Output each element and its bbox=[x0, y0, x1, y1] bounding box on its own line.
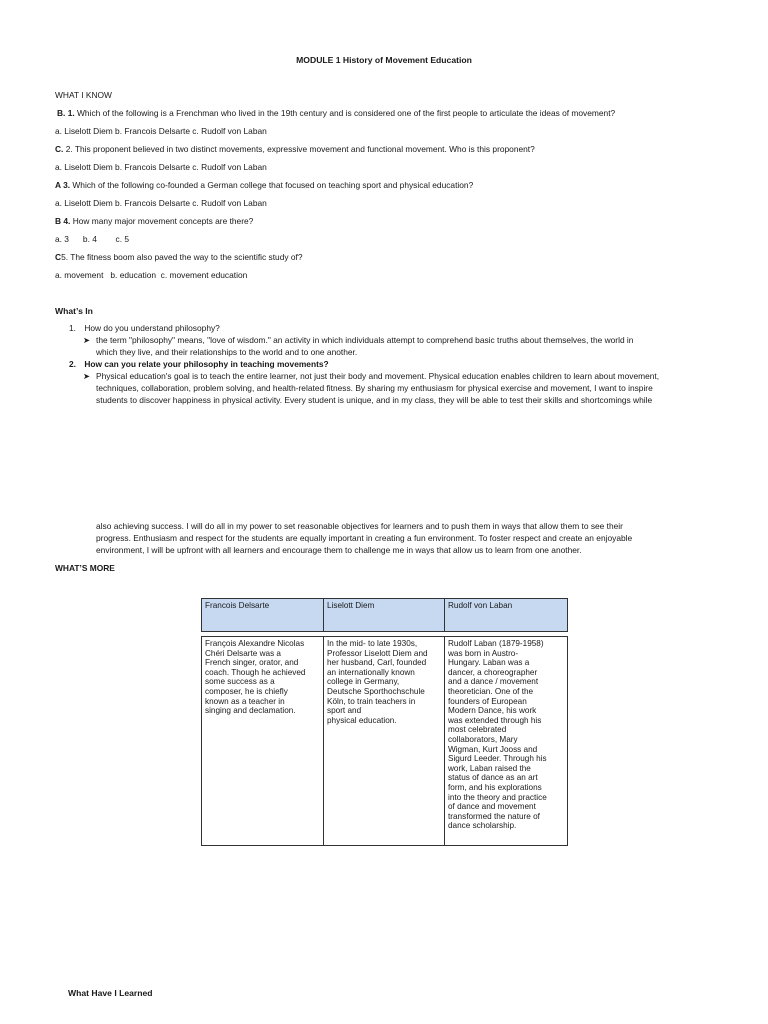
answer-2-line-3: students to discover happiness in physical activity. Every student is unique, and in my class, they will be able to test their skills and shortcomings while bbox=[96, 395, 653, 405]
answer-2-line-6: environment, I will be upfront with all learners and encourage them to challenge me in ways that allow us to learn from one another. bbox=[96, 545, 582, 555]
question-relate: How can you relate your philosophy in teaching movements? bbox=[84, 359, 329, 369]
question-3 bbox=[55, 180, 473, 190]
question-4-text: How many major movement concepts are there? bbox=[72, 216, 254, 226]
choices-1: a. Liselott Diem b. Francois Delsarte c. Rudolf von Laban bbox=[55, 126, 267, 136]
answer-2: C. bbox=[55, 144, 64, 154]
table-header-cell: Liselott Diem bbox=[324, 599, 445, 632]
answer-2-line-1: Physical education's goal is to teach the entire learner, not just their body and movement. Physical education enables children to learn about movement, bbox=[96, 371, 660, 381]
arrow-bullet-icon: ➤ bbox=[83, 335, 91, 345]
table-header-cell: Francois Delsarte bbox=[202, 599, 324, 632]
question-5-text: 5. The fitness boom also paved the way to the scientific study of? bbox=[61, 252, 303, 262]
table-cell-delsarte: François Alexandre Nicolas Chéri Delsarte was a French singer, orator, and coach. Though he achieved some success as a composer, he is chiefly known as a teacher in singing and declamation. bbox=[202, 637, 324, 846]
answer-1: B. 1. bbox=[57, 108, 75, 118]
section-heading-whats-more: WHAT’S MORE bbox=[55, 563, 115, 573]
table-header-cell: Rudolf von Laban bbox=[445, 599, 568, 632]
answer-5: C bbox=[55, 252, 62, 262]
answer-4: B 4. bbox=[55, 216, 71, 226]
answer-3: A 3. bbox=[55, 180, 71, 190]
section-heading-whats-in: What’s In bbox=[55, 306, 93, 316]
question-4 bbox=[55, 216, 253, 226]
section-heading-what-have-i-learned: What Have I Learned bbox=[68, 988, 153, 998]
answer-2-line-5: progress. Enthusiasm and respect for the students are equally important in creating a fun environment. To foster respect and create an enjoyable bbox=[96, 533, 633, 543]
question-philosophy: How do you understand philosophy? bbox=[84, 323, 220, 333]
list-item-2 bbox=[69, 359, 329, 369]
answer-2-line-2: techniques, collaboration, problem solving, and health-related fitness. By sharing my enthusiasm for physical exercise and movement, I want to inspire bbox=[96, 383, 653, 393]
choices-4: a. 3 b. 4 c. 5 bbox=[55, 234, 130, 244]
arrow-bullet-icon: ➤ bbox=[83, 371, 91, 381]
answer-1-line-1: the term "philosophy" means, "love of wisdom." an activity in which individuals attempt to comprehend basic truths about themselves, the world in bbox=[96, 335, 634, 345]
question-2 bbox=[55, 144, 535, 154]
section-heading-what-i-know: WHAT I KNOW bbox=[55, 90, 112, 100]
question-1 bbox=[57, 108, 615, 118]
choices-5: a. movement b. education c. movement education bbox=[55, 270, 248, 280]
answer-1-line-2: which they live, and their relationships to the world and to one another. bbox=[96, 347, 358, 357]
question-2-text: 2. This proponent believed in two distinct movements, expressive movement and functional movement. Who is this proponent? bbox=[65, 144, 535, 154]
choices-2: a. Liselott Diem b. Francois Delsarte c. Rudolf von Laban bbox=[55, 162, 267, 172]
list-number-2: 2. bbox=[69, 359, 76, 369]
question-1-text: Which of the following is a Frenchman who lived in the 19th century and is considered one of the first people to articulate the ideas of movement? bbox=[77, 108, 616, 118]
proponents-table bbox=[201, 598, 568, 846]
answer-2-line-4: also achieving success. I will do all in my power to set reasonable objectives for learners and to push them in ways that allow them to see their bbox=[96, 521, 623, 531]
question-5 bbox=[55, 252, 303, 262]
table-cell-diem: In the mid- to late 1930s, Professor Liselott Diem and her husband, Carl, founded an internationally known college in Germany, Deutsche Sporthochschule Köln, to train teachers in sport and physical education. bbox=[324, 637, 445, 846]
table-cell-laban: Rudolf Laban (1879-1958) was born in Austro- Hungary. Laban was a dancer, a choreographer and a dance / movement theoretician. One of the founders of European Modern Dance, his work was extended through his most celebrated collaborators, Mary Wigman, Kurt Jooss and Sigurd Leeder. Through his work, Laban raised the status of dance as an art form, and his explorations into the theory and practice of dance and movement transformed the nature of dance scholarship. bbox=[445, 637, 568, 846]
list-number-1: 1. bbox=[69, 323, 76, 333]
table-row bbox=[202, 637, 568, 846]
choices-3: a. Liselott Diem b. Francois Delsarte c. Rudolf von Laban bbox=[55, 198, 267, 208]
list-item-1 bbox=[69, 323, 220, 333]
table-header-row bbox=[202, 599, 568, 632]
question-3-text: Which of the following co-founded a German college that focused on teaching sport and physical education? bbox=[72, 180, 474, 190]
page-title: MODULE 1 History of Movement Education bbox=[296, 55, 472, 65]
